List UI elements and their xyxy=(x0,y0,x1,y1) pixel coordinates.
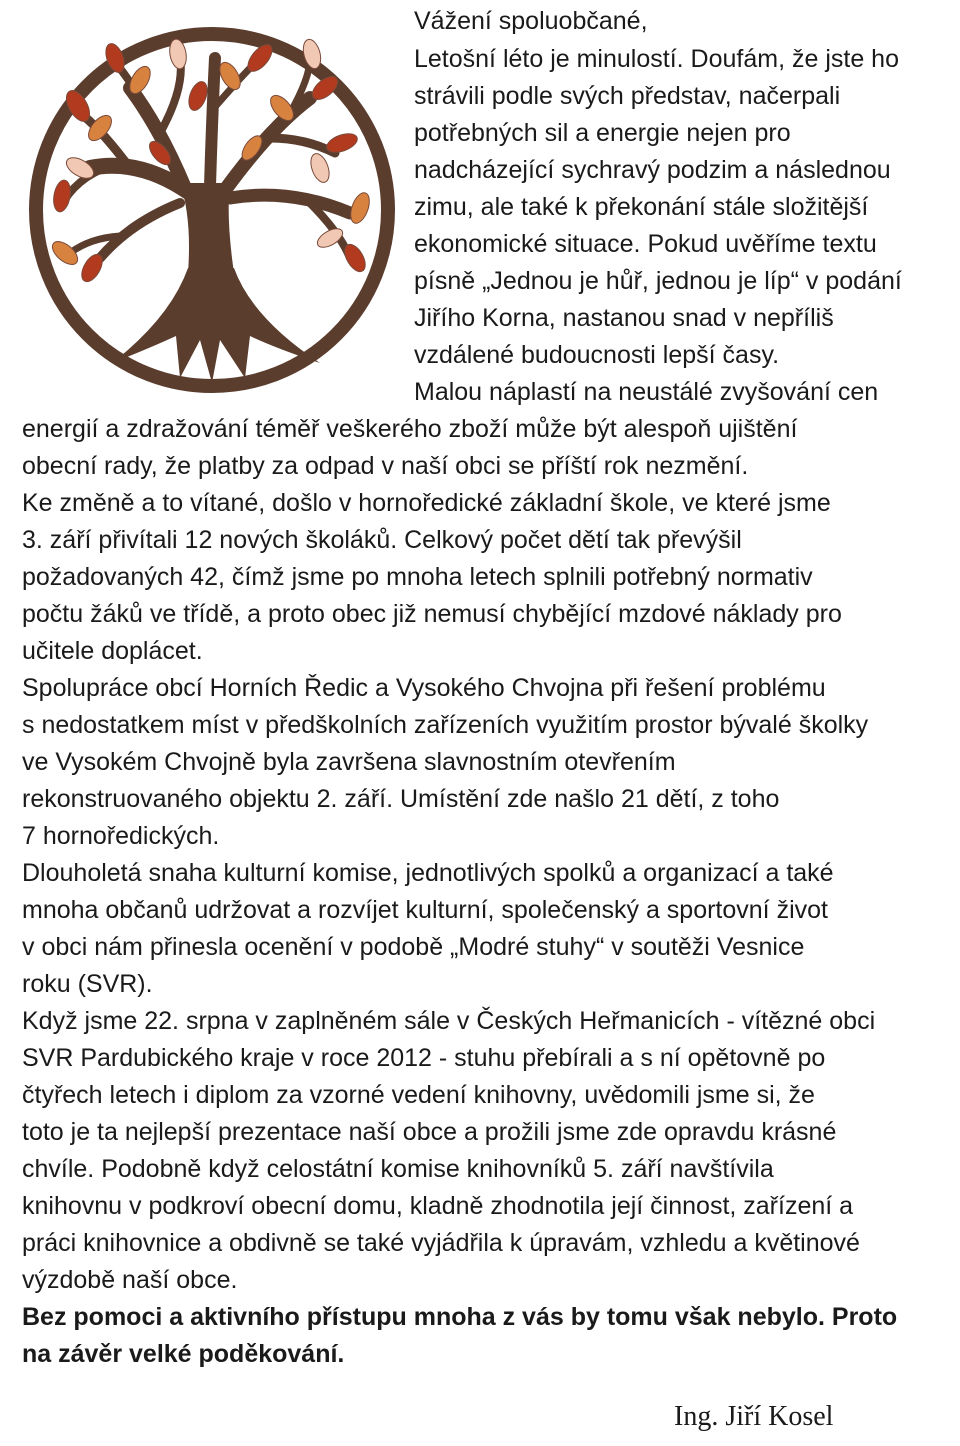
intro-line: potřebných sil a energie nejen pro xyxy=(414,119,791,147)
body-line: práci knihovnice a obdivně se také vyjádřila k úpravám, vzhledu a květinové xyxy=(22,1229,860,1257)
body-line: energií a zdražování téměř veškerého zboží může být alespoň ujištění xyxy=(22,415,798,443)
intro-line: vzdálené budoucnosti lepší časy. xyxy=(414,341,780,369)
body-line: výzdobě naší obce. xyxy=(22,1266,238,1294)
body-line: ve Vysokém Chvojně byla završena slavnostním otevřením xyxy=(22,748,676,776)
body-line: s nedostatkem míst v předškolních zařízeních využitím prostor bývalé školky xyxy=(22,711,869,739)
tree-icon xyxy=(20,18,404,402)
body-line: rekonstruovaného objektu 2. září. Umístění zde našlo 21 dětí, z toho xyxy=(22,785,780,813)
body-line: Když jsme 22. srpna v zaplněném sále v Českých Heřmanicích - vítězné obci xyxy=(22,1007,876,1035)
body-line: obecní rady, že platby za odpad v naší obci se příští rok nezmění. xyxy=(22,452,749,480)
body-line: mnoha občanů udržovat a rozvíjet kulturní, společenský a sportovní život xyxy=(22,896,828,924)
intro-line: Jiřího Korna, nastanou snad v nepříliš xyxy=(414,304,834,332)
body-line: roku (SVR). xyxy=(22,970,153,998)
body-line: počtu žáků ve třídě, a proto obec již nemusí chybějící mzdové náklady pro xyxy=(22,600,842,628)
signature: Ing. Jiří Kosel xyxy=(674,1401,834,1432)
body-line: Dlouholetá snaha kulturní komise, jednotlivých spolků a organizací a také xyxy=(22,859,834,887)
greeting: Vážení spoluobčané, xyxy=(414,7,648,35)
body-line: v obci nám přinesla ocenění v podobě „Modré stuhy“ v soutěži Vesnice xyxy=(22,933,805,961)
intro-line: strávili podle svých představ, načerpali xyxy=(414,82,841,110)
body-line: SVR Pardubického kraje v roce 2012 - stuhu přebírali a s ní opětovně po xyxy=(22,1044,826,1072)
intro-line: ekonomické situace. Pokud uvěříme textu xyxy=(414,230,877,258)
closing-line: Bez pomoci a aktivního přístupu mnoha z vás by tomu však nebylo. Proto xyxy=(22,1303,898,1331)
body-line: učitele doplácet. xyxy=(22,637,203,665)
body-line: Spolupráce obcí Horních Ředic a Vysokého Chvojna při řešení problému xyxy=(22,674,826,702)
intro-line: písně „Jednou je hůř, jednou je líp“ v podání xyxy=(414,267,902,295)
body-line: 3. září přivítali 12 nových školáků. Celkový počet dětí tak převýšil xyxy=(22,526,742,554)
body-line: Ke změně a to vítané, došlo v hornoředické základní škole, ve které jsme xyxy=(22,489,831,517)
body-line: požadovaných 42, čímž jsme po mnoha letech splnili potřebný normativ xyxy=(22,563,813,591)
body-line: knihovnu v podkroví obecní domu, kladně zhodnotila její činnost, zařízení a xyxy=(22,1192,854,1220)
intro-line: Malou náplastí na neustálé zvyšování cen xyxy=(414,378,879,406)
body-line: čtyřech letech i diplom za vzorné vedení knihovny, uvědomili jsme si, že xyxy=(22,1081,815,1109)
intro-line: nadcházející sychravý podzim a následnou xyxy=(414,156,891,184)
intro-line: Letošní léto je minulostí. Doufám, že jste ho xyxy=(414,45,899,73)
body-line: toto je ta nejlepší prezentace naší obce a prožili jsme zde opravdu krásné xyxy=(22,1118,837,1146)
body-line: chvíle. Podobně když celostátní komise knihovníků 5. září navštívila xyxy=(22,1155,774,1183)
body-line: 7 hornoředických. xyxy=(22,822,220,850)
intro-line: zimu, ale také k překonání stále složitější xyxy=(414,193,869,221)
closing-line: na závěr velké poděkování. xyxy=(22,1340,345,1368)
